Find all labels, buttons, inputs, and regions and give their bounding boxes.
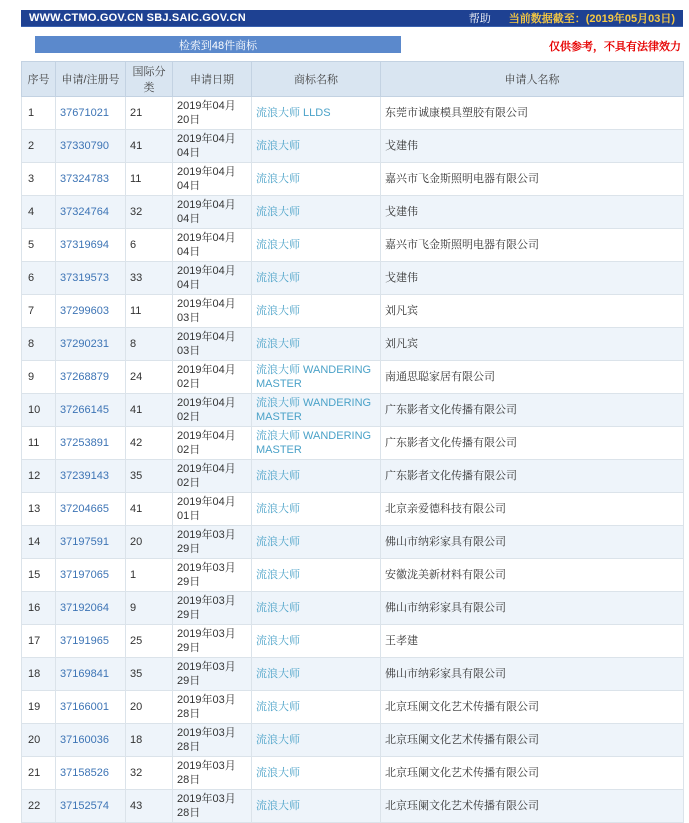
- intl-class-cell: 32: [126, 757, 173, 790]
- applicant-name-cell: 广东影者文化传播有限公司: [381, 460, 684, 493]
- table-row: [22, 691, 684, 724]
- serial-number-cell: 21: [22, 757, 56, 790]
- application-number-link[interactable]: 37169841: [56, 658, 126, 691]
- applicant-name-cell: 戈建伟: [381, 130, 684, 163]
- column-header-1: 申请/注册号: [56, 62, 126, 97]
- intl-class-cell: 24: [126, 361, 173, 394]
- applicant-name-cell: 北京珏阑文化艺术传播有限公司: [381, 691, 684, 724]
- intl-class-cell: 41: [126, 130, 173, 163]
- application-number-link[interactable]: 37160036: [56, 724, 126, 757]
- table-row: [22, 130, 684, 163]
- table-row: [22, 724, 684, 757]
- intl-class-cell: 42: [126, 427, 173, 460]
- application-number-link[interactable]: 37319694: [56, 229, 126, 262]
- intl-class-cell: 6: [126, 229, 173, 262]
- serial-number-cell: 3: [22, 163, 56, 196]
- application-number-link[interactable]: 37192064: [56, 592, 126, 625]
- application-number-link[interactable]: 37191965: [56, 625, 126, 658]
- intl-class-cell: 11: [126, 295, 173, 328]
- applicant-name-cell: 北京亲爱德科技有限公司: [381, 493, 684, 526]
- application-date-cell: 2019年04月02日: [173, 427, 252, 460]
- table-row: [22, 757, 684, 790]
- trademark-name-link[interactable]: 流浪大师: [252, 196, 381, 229]
- serial-number-cell: 7: [22, 295, 56, 328]
- table-row: [22, 262, 684, 295]
- serial-number-cell: 6: [22, 262, 56, 295]
- trademark-name-link[interactable]: 流浪大师 WANDERING MASTER: [252, 427, 381, 460]
- column-header-5: 申请人名称: [381, 62, 684, 97]
- applicant-name-cell: 安徽泷美新材料有限公司: [381, 559, 684, 592]
- application-number-link[interactable]: 37197065: [56, 559, 126, 592]
- application-date-cell: 2019年04月04日: [173, 130, 252, 163]
- serial-number-cell: 11: [22, 427, 56, 460]
- applicant-name-cell: 王孝建: [381, 625, 684, 658]
- applicant-name-cell: 南通思聪家居有限公司: [381, 361, 684, 394]
- application-number-link[interactable]: 37266145: [56, 394, 126, 427]
- table-row: [22, 361, 684, 394]
- column-header-2: 国际分类: [126, 62, 173, 97]
- application-date-cell: 2019年04月02日: [173, 394, 252, 427]
- application-number-link[interactable]: 37166001: [56, 691, 126, 724]
- application-number-link[interactable]: 37290231: [56, 328, 126, 361]
- intl-class-cell: 41: [126, 493, 173, 526]
- application-date-cell: 2019年03月29日: [173, 592, 252, 625]
- intl-class-cell: 20: [126, 526, 173, 559]
- intl-class-cell: 9: [126, 592, 173, 625]
- column-header-3: 申请日期: [173, 62, 252, 97]
- table-row: [22, 295, 684, 328]
- table-row: [22, 559, 684, 592]
- legal-disclaimer-text: 仅供参考，不具有法律效力: [549, 41, 681, 53]
- applicant-name-cell: 嘉兴市飞金斯照明电器有限公司: [381, 163, 684, 196]
- serial-number-cell: 15: [22, 559, 56, 592]
- intl-class-cell: 35: [126, 460, 173, 493]
- application-date-cell: 2019年04月04日: [173, 163, 252, 196]
- trademark-name-link[interactable]: 流浪大师 WANDERING MASTER: [252, 394, 381, 427]
- serial-number-cell: 13: [22, 493, 56, 526]
- table-header-row: [22, 62, 684, 97]
- serial-number-cell: 2: [22, 130, 56, 163]
- application-number-link[interactable]: 37319573: [56, 262, 126, 295]
- application-date-cell: 2019年03月29日: [173, 526, 252, 559]
- applicant-name-cell: 刘凡宾: [381, 328, 684, 361]
- application-date-cell: 2019年04月03日: [173, 295, 252, 328]
- application-number-link[interactable]: 37299603: [56, 295, 126, 328]
- trademark-name-link[interactable]: 流浪大师: [252, 460, 381, 493]
- trademark-name-link[interactable]: 流浪大师: [252, 526, 381, 559]
- top-navy-bar: [21, 10, 683, 27]
- serial-number-cell: 18: [22, 658, 56, 691]
- table-row: [22, 328, 684, 361]
- applicant-name-cell: 戈建伟: [381, 262, 684, 295]
- intl-class-cell: 33: [126, 262, 173, 295]
- trademark-name-link[interactable]: 流浪大师: [252, 163, 381, 196]
- serial-number-cell: 22: [22, 790, 56, 823]
- trademark-name-link[interactable]: 流浪大师: [252, 229, 381, 262]
- serial-number-cell: 9: [22, 361, 56, 394]
- application-number-link[interactable]: 37204665: [56, 493, 126, 526]
- trademark-name-link[interactable]: 流浪大师: [252, 559, 381, 592]
- results-table-container: [21, 61, 683, 823]
- trademark-name-link[interactable]: 流浪大师: [252, 691, 381, 724]
- table-row: [22, 493, 684, 526]
- intl-class-cell: 32: [126, 196, 173, 229]
- help-link[interactable]: 帮助: [468, 13, 491, 25]
- applicant-name-cell: 广东影者文化传播有限公司: [381, 427, 684, 460]
- data-cutoff-date-text: 当前数据截至：(2019年05月03日): [508, 13, 675, 25]
- result-summary-row: [21, 36, 683, 54]
- table-row: [22, 394, 684, 427]
- application-number-link[interactable]: 37268879: [56, 361, 126, 394]
- serial-number-cell: 16: [22, 592, 56, 625]
- trademark-name-link[interactable]: 流浪大师 LLDS: [252, 97, 381, 130]
- table-row: [22, 427, 684, 460]
- application-number-link[interactable]: 37239143: [56, 460, 126, 493]
- application-date-cell: 2019年03月29日: [173, 559, 252, 592]
- search-result-count-button[interactable]: 检索到48件商标: [35, 36, 401, 53]
- serial-number-cell: 8: [22, 328, 56, 361]
- column-header-0: 序号: [22, 62, 56, 97]
- applicant-name-cell: 戈建伟: [381, 196, 684, 229]
- intl-class-cell: 1: [126, 559, 173, 592]
- serial-number-cell: 17: [22, 625, 56, 658]
- applicant-name-cell: 北京珏阑文化艺术传播有限公司: [381, 724, 684, 757]
- applicant-name-cell: 佛山市纳彩家具有限公司: [381, 658, 684, 691]
- table-row: [22, 625, 684, 658]
- application-date-cell: 2019年04月20日: [173, 97, 252, 130]
- trademark-name-link[interactable]: 流浪大师: [252, 658, 381, 691]
- application-date-cell: 2019年03月28日: [173, 691, 252, 724]
- serial-number-cell: 12: [22, 460, 56, 493]
- serial-number-cell: 4: [22, 196, 56, 229]
- table-row: [22, 460, 684, 493]
- serial-number-cell: 19: [22, 691, 56, 724]
- applicant-name-cell: 佛山市纳彩家具有限公司: [381, 592, 684, 625]
- application-number-link[interactable]: 37152574: [56, 790, 126, 823]
- application-date-cell: 2019年03月29日: [173, 658, 252, 691]
- trademark-name-link[interactable]: 流浪大师: [252, 757, 381, 790]
- applicant-name-cell: 刘凡宾: [381, 295, 684, 328]
- intl-class-cell: 25: [126, 625, 173, 658]
- trademark-name-link[interactable]: 流浪大师: [252, 262, 381, 295]
- trademark-name-link[interactable]: 流浪大师: [252, 790, 381, 823]
- serial-number-cell: 20: [22, 724, 56, 757]
- trademark-name-link[interactable]: 流浪大师: [252, 592, 381, 625]
- intl-class-cell: 8: [126, 328, 173, 361]
- serial-number-cell: 5: [22, 229, 56, 262]
- application-number-link[interactable]: 37158526: [56, 757, 126, 790]
- application-date-cell: 2019年03月29日: [173, 625, 252, 658]
- application-date-cell: 2019年03月28日: [173, 790, 252, 823]
- trademark-name-link[interactable]: 流浪大师: [252, 724, 381, 757]
- application-date-cell: 2019年04月03日: [173, 328, 252, 361]
- application-date-cell: 2019年04月04日: [173, 262, 252, 295]
- intl-class-cell: 43: [126, 790, 173, 823]
- application-number-link[interactable]: 37324764: [56, 196, 126, 229]
- application-date-cell: 2019年04月02日: [173, 460, 252, 493]
- trademark-name-link[interactable]: 流浪大师: [252, 625, 381, 658]
- intl-class-cell: 11: [126, 163, 173, 196]
- trademark-name-link[interactable]: 流浪大师: [252, 130, 381, 163]
- site-domains-text: WWW.CTMO.GOV.CN SBJ.SAIC.GOV.CN: [29, 12, 246, 24]
- trademark-name-link[interactable]: 流浪大师: [252, 493, 381, 526]
- table-row: [22, 163, 684, 196]
- serial-number-cell: 10: [22, 394, 56, 427]
- applicant-name-cell: 东莞市诚康模具塑胶有限公司: [381, 97, 684, 130]
- application-number-link[interactable]: 37330790: [56, 130, 126, 163]
- trademark-name-link[interactable]: 流浪大师: [252, 328, 381, 361]
- column-header-4: 商标名称: [252, 62, 381, 97]
- applicant-name-cell: 北京珏阑文化艺术传播有限公司: [381, 790, 684, 823]
- application-date-cell: 2019年04月01日: [173, 493, 252, 526]
- applicant-name-cell: 北京珏阑文化艺术传播有限公司: [381, 757, 684, 790]
- table-row: [22, 229, 684, 262]
- application-date-cell: 2019年04月02日: [173, 361, 252, 394]
- intl-class-cell: 20: [126, 691, 173, 724]
- intl-class-cell: 21: [126, 97, 173, 130]
- serial-number-cell: 1: [22, 97, 56, 130]
- table-row: [22, 790, 684, 823]
- intl-class-cell: 41: [126, 394, 173, 427]
- applicant-name-cell: 嘉兴市飞金斯照明电器有限公司: [381, 229, 684, 262]
- intl-class-cell: 35: [126, 658, 173, 691]
- table-row: [22, 658, 684, 691]
- table-row: [22, 196, 684, 229]
- table-row: [22, 526, 684, 559]
- application-date-cell: 2019年04月04日: [173, 229, 252, 262]
- table-row: [22, 97, 684, 130]
- applicant-name-cell: 广东影者文化传播有限公司: [381, 394, 684, 427]
- application-number-link[interactable]: 37197591: [56, 526, 126, 559]
- trademark-name-link[interactable]: 流浪大师 WANDERING MASTER: [252, 361, 381, 394]
- intl-class-cell: 18: [126, 724, 173, 757]
- application-number-link[interactable]: 37671021: [56, 97, 126, 130]
- trademark-results-table: [21, 61, 684, 823]
- table-row: [22, 592, 684, 625]
- application-number-link[interactable]: 37324783: [56, 163, 126, 196]
- application-date-cell: 2019年04月04日: [173, 196, 252, 229]
- application-number-link[interactable]: 37253891: [56, 427, 126, 460]
- application-date-cell: 2019年03月28日: [173, 757, 252, 790]
- applicant-name-cell: 佛山市纳彩家具有限公司: [381, 526, 684, 559]
- trademark-name-link[interactable]: 流浪大师: [252, 295, 381, 328]
- application-date-cell: 2019年03月28日: [173, 724, 252, 757]
- serial-number-cell: 14: [22, 526, 56, 559]
